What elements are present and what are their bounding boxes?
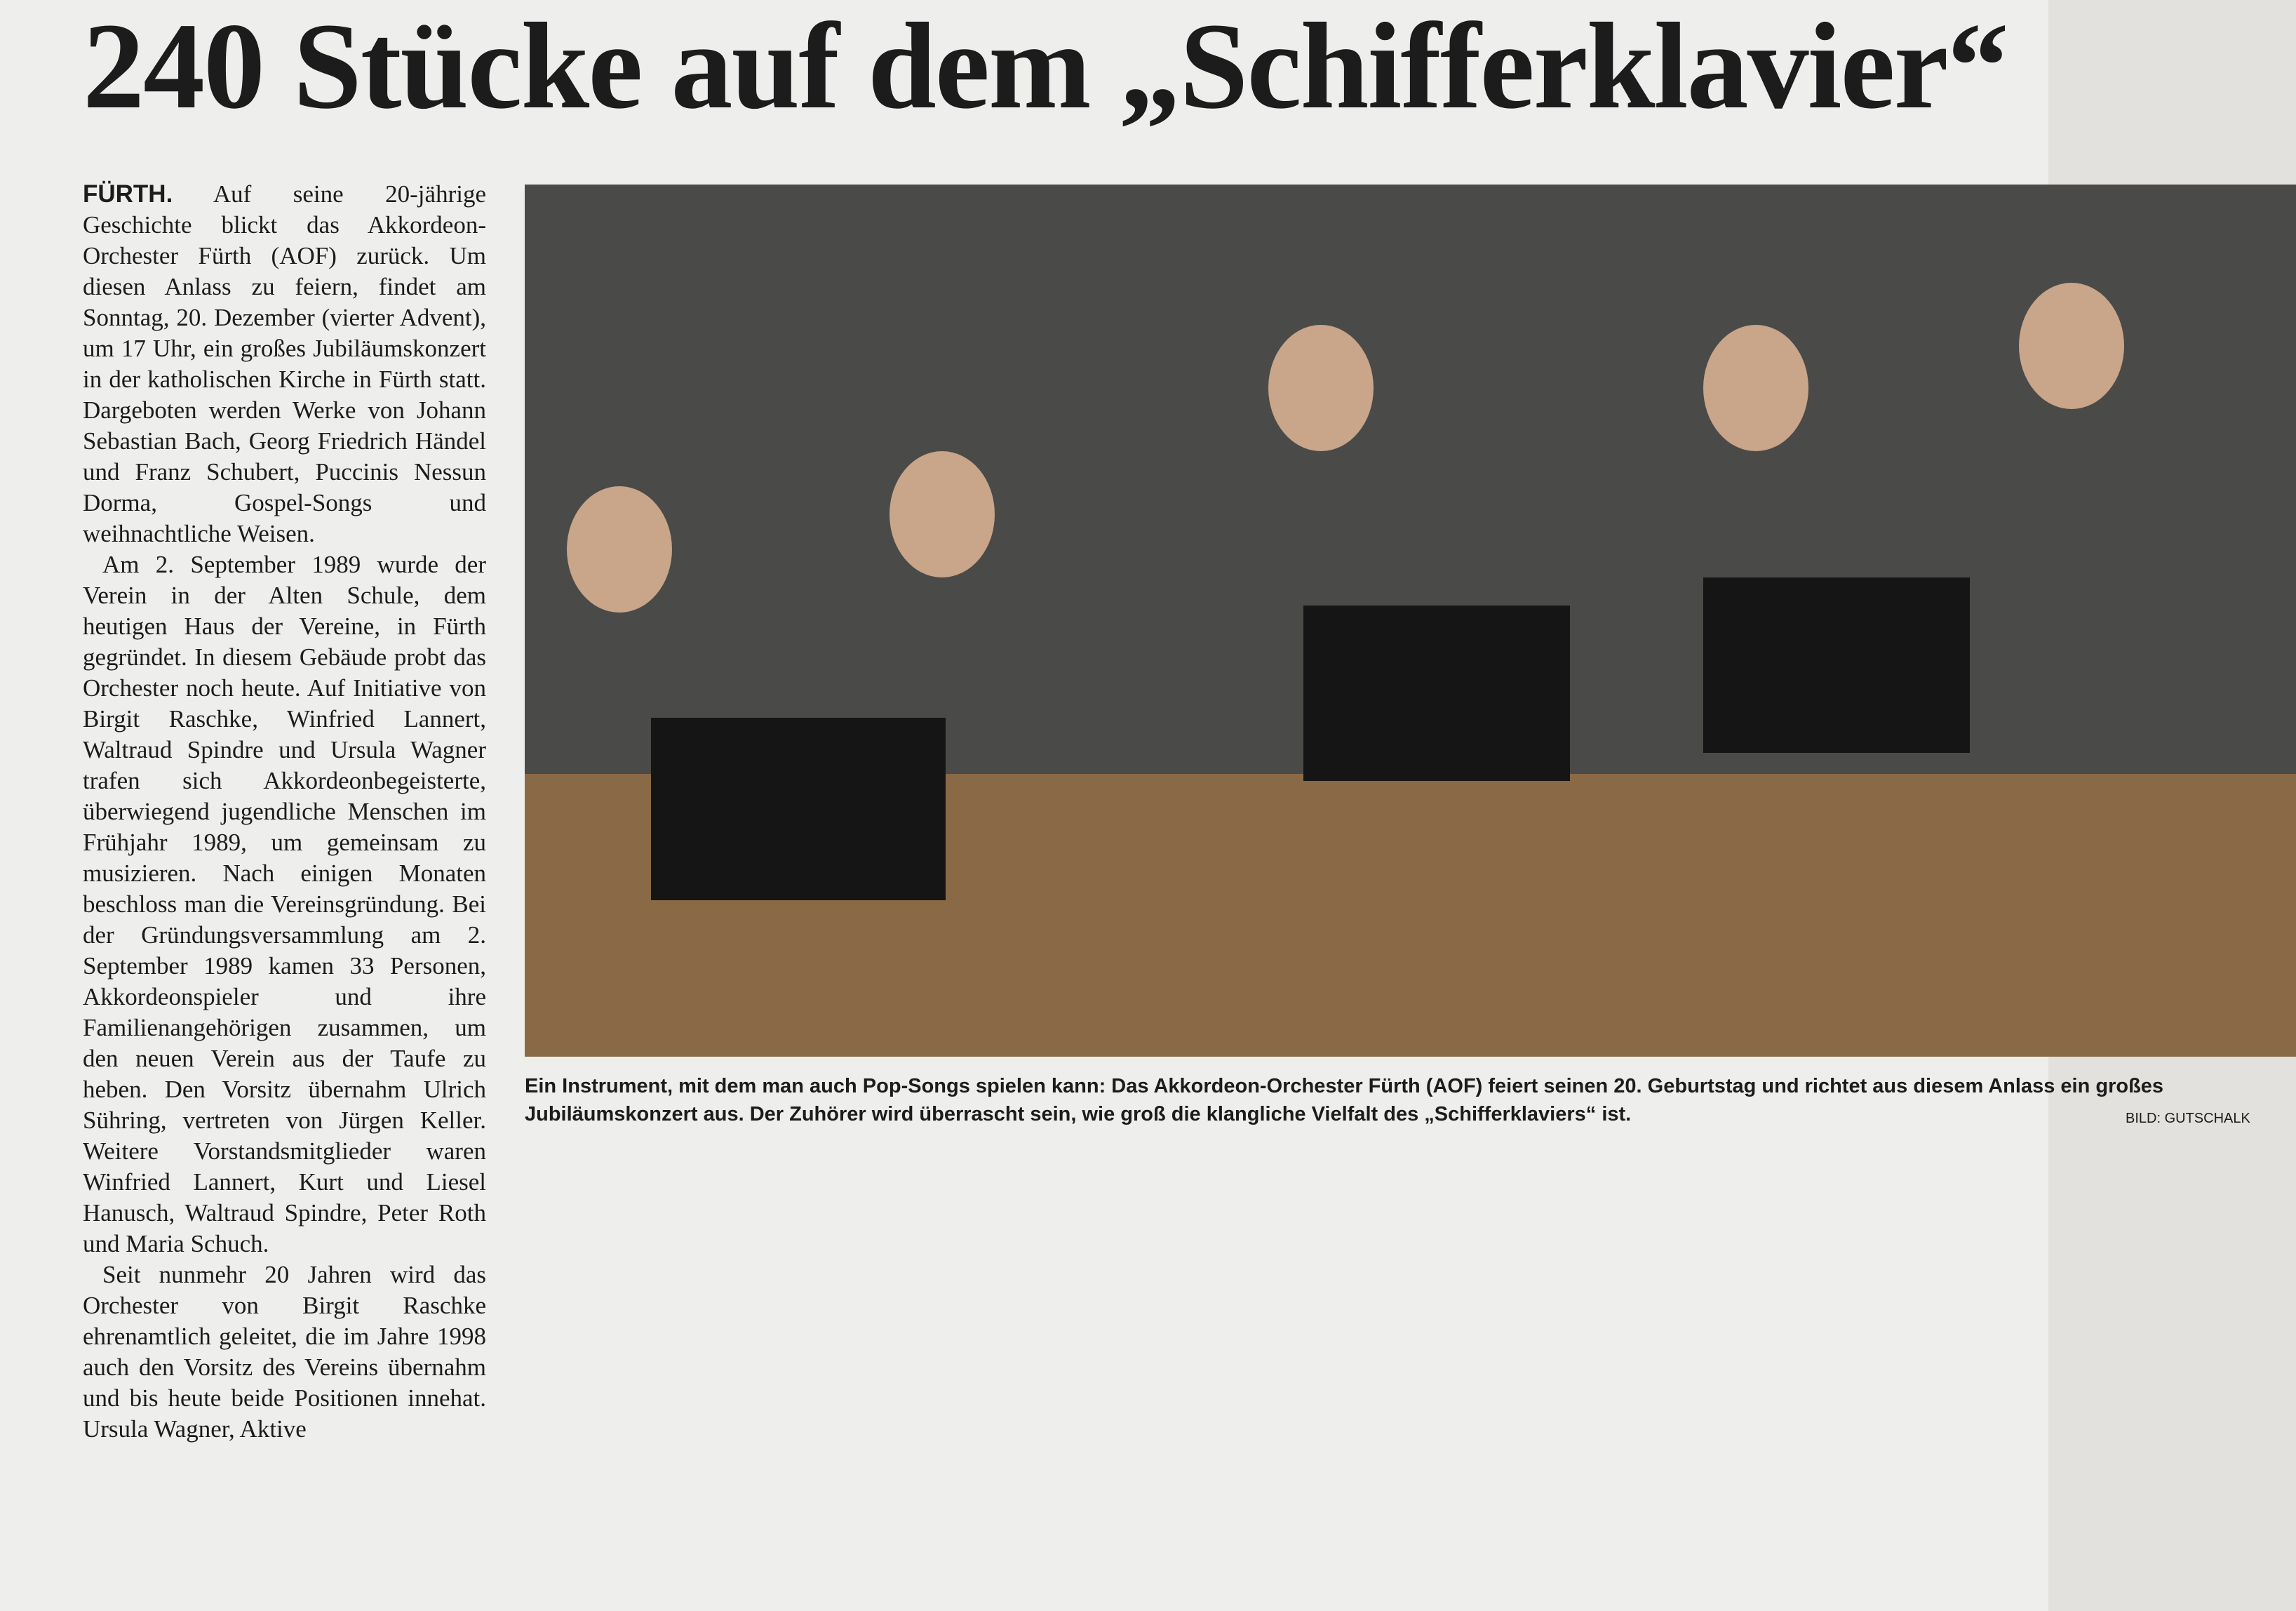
musician bbox=[889, 451, 995, 577]
music-stand bbox=[1303, 606, 1570, 781]
music-stand bbox=[651, 718, 946, 900]
dateline: FÜRTH. bbox=[83, 180, 173, 208]
column-1-paragraph-1-text: Auf seine 20-jährige Geschichte blickt das Akkordeon-Orchester Fürth (AOF) zurück. Um diesen Anlass zu feiern, findet am Sonntag, 20. Dezember (vierter Advent), um 17 Uhr, ein großes Jubiläumskonzert in der katholischen Kirche in Fürth statt. Dargeboten werden Werke von Johann Sebastian Bach, Georg Friedrich Händel und Franz Schubert, Puccinis Nessun Dorma, Gospel-Songs und weihnachtliche Weisen. bbox=[83, 180, 486, 547]
musician bbox=[2019, 283, 2124, 409]
musician bbox=[1703, 325, 1808, 451]
column-1-paragraph-3: Seit nunmehr 20 Jahren wird das Orchester von Birgit Raschke ehrenamtlich geleitet, die im Jahre 1998 auch den Vorsitz des Vereins übernahm und bis heute beide Positionen innehat. Ursula Wagner, Aktive bbox=[83, 1261, 486, 1443]
orchestra-photo bbox=[525, 185, 2296, 1057]
headline: 240 Stücke auf dem „Schifferklavier“ bbox=[83, 0, 2008, 135]
column-1 bbox=[83, 179, 486, 1445]
column-1-paragraph-2: Am 2. September 1989 wurde der Verein in der Alten Schule, dem heutigen Haus der Vereine, in Fürth gegründet. In diesem Gebäude probt das Orchester noch heute. Auf Initiative von Birgit Raschke, Winfried Lannert, Waltraud Spindre und Ursula Wagner trafen sich Akkordeonbegeisterte, überwiegend jugendliche Menschen im Frühjahr 1989, um gemeinsam zu musizieren. Nach einigen Monaten beschloss man die Vereinsgründung. Bei der Gründungsversammlung am 2. September 1989 kamen 33 Personen, Akkordeonspieler und ihre Familienangehörigen zusammen, um den neuen Verein aus der Taufe zu heben. Den Vorsitz übernahm Ulrich Sühring, vertreten von Jürgen Keller. Weitere Vorstandsmitglieder waren Winfried Lannert, Kurt und Liesel Hanusch, Waltraud Spindre, Peter Roth und Maria Schuch. bbox=[83, 551, 486, 1257]
musician bbox=[567, 486, 672, 613]
musician bbox=[1268, 325, 1374, 451]
column-1-paragraph-1 bbox=[83, 179, 486, 549]
photo-caption: Ein Instrument, mit dem man auch Pop-Songs spielen kann: Das Akkordeon-Orchester Fürth (AOF) feiert seinen 20. Geburtstag und richtet aus diesem Anlass ein großes Jubiläumskonzert aus. Der Zuhörer wird überrascht sein, wie groß die klangliche Vielfalt des „Schifferklaviers“ ist. bbox=[525, 1075, 2164, 1125]
photo-credit: BILD: GUTSCHALK bbox=[2126, 1111, 2250, 1126]
music-stand bbox=[1703, 577, 1970, 753]
